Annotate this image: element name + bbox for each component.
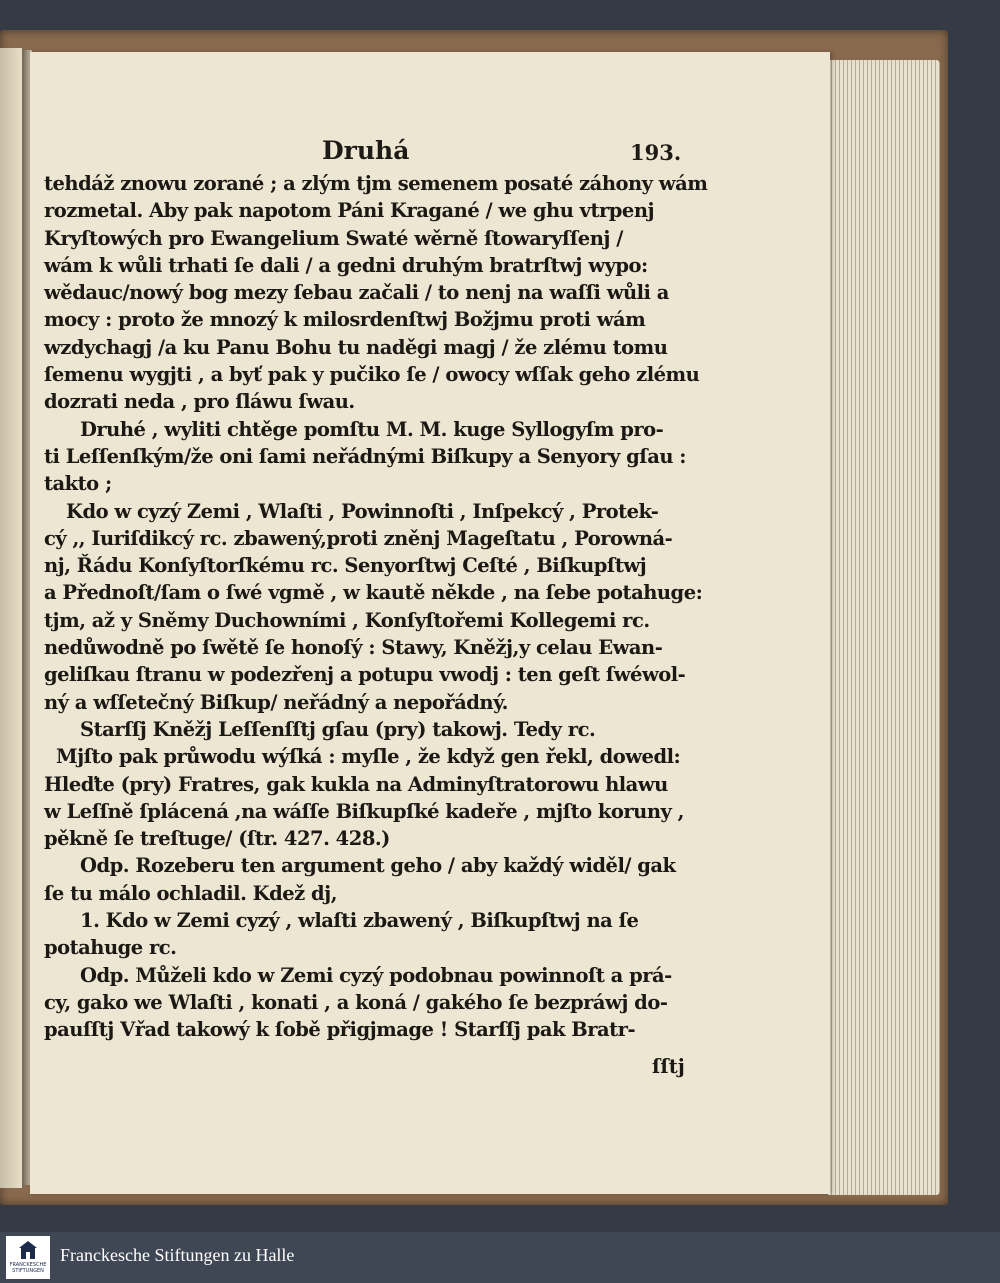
text-line: ſe tu málo ochladil. Kdež dj, xyxy=(44,881,337,905)
text-line: tjm, až y Sněmy Duchowními , Konſyſtořemi Kollegemi rc. xyxy=(44,608,650,632)
text-line: Kryſtowých pro Ewangelium Swaté wěrně ſtowaryſſenj / xyxy=(44,226,623,250)
catchword: ſſtj xyxy=(652,1055,685,1078)
text-line: Mjſto pak průwodu wýſká : myſle , že když gen řekl, dowedl: xyxy=(56,745,681,769)
text-line: a Přednoſt/ſam o ſwé vgmě , w kautě někde , na ſebe potahuge: xyxy=(44,581,703,605)
page-number: 193. xyxy=(630,140,682,165)
text-line: Kdo w cyzý Zemi , Wlaſti , Powinnoſti , Inſpekcý , Protek- xyxy=(66,499,659,523)
text-line: Druhé , wyliti chtěge pomſtu M. M. kuge Syllogyſm pro- xyxy=(80,417,664,441)
text-line: takto ; xyxy=(44,472,112,496)
page-edges xyxy=(828,60,940,1195)
institution-logo xyxy=(6,1236,50,1279)
logo-text-line1: FRANCKESCHE xyxy=(9,1262,47,1268)
text-line: w Leſſně ſplácená ,na wáſſe Biſkupſké kadeře , mjſto koruny , xyxy=(44,799,684,823)
left-page-edge xyxy=(0,48,23,1188)
footer-bar xyxy=(0,1232,1000,1283)
text-line: Starſſj Kněžj Leſſenſſtj gſau (pry) takowj. Tedy rc. xyxy=(80,717,596,741)
text-line: wzdychagj /a ku Panu Bohu tu naděgi magj / že zlému tomu xyxy=(44,335,668,359)
building-icon xyxy=(18,1239,38,1261)
text-line: Odp. Můželi kdo w Zemi cyzý podobnau powinnoſt a prá- xyxy=(80,963,672,987)
logo-text xyxy=(6,1262,50,1274)
text-line: rozmetal. Aby pak napotom Páni Kragané / we ghu vtrpenj xyxy=(44,199,655,223)
text-line: ti Leſſenſkým/že oni ſami neřádnými Biſkupy a Senyory gſau : xyxy=(44,444,686,468)
book-page xyxy=(30,52,830,1194)
text-line: nedůwodně po ſwětě ſe honoſý : Stawy, Kněžj,y celau Ewan- xyxy=(44,636,663,660)
text-line: ný a wſſetečný Biſkup/ neřádný a nepořádný. xyxy=(44,690,508,714)
text-line: Hleďte (pry) Fratres, gak kukla na Adminyſtratorowu hlawu xyxy=(44,772,668,796)
text-line: nj, Řádu Konſyſtorſkému rc. Senyorſtwj Ceſté , Biſkupſtwj xyxy=(44,554,647,578)
text-line: pěkně ſe treſtuge/ (ſtr. 427. 428.) xyxy=(44,827,390,851)
text-line: ſemenu wygjti , a byť pak y pučiko ſe / owocy wſſak geho zlému xyxy=(44,363,700,387)
body-text xyxy=(44,170,716,1044)
text-line: dozrati neda , pro ſláwu ſwau. xyxy=(44,390,355,414)
text-line: pauſſtj Vřad takowý k ſobě přigjmage ! Starſſj pak Bratr- xyxy=(44,1018,636,1042)
text-line: cý ,, Iuriſdikcý rc. zbawený,proti zněnj Mageſtatu , Porowná- xyxy=(44,526,673,550)
text-line: Odp. Rozeberu ten argument geho / aby každý widěl/ gak xyxy=(80,854,676,878)
text-line: wám k wůli trhati ſe dali / a gedni druhým bratrſtwj wypo: xyxy=(44,253,648,277)
logo-text-line2: STIFTUNGEN xyxy=(12,1268,44,1274)
text-line: geliſkau ſtranu w podezřenj a potupu vwodj : ten geſt ſwéwol- xyxy=(44,663,686,687)
text-line: tehdáž znowu zorané ; a zlým tjm semenem posaté záhony wám xyxy=(44,172,708,195)
running-title: Druhá xyxy=(322,136,410,165)
text-line: wědauc/nowý bog mezy ſebau začali / to nenj na waſſi wůli a xyxy=(44,281,669,305)
text-line: mocy : proto že mnozý k milosrdenſtwj Božjmu proti wám xyxy=(44,308,646,332)
text-line: cy, gako we Wlaſti , konati , a koná / gakého ſe bezpráwj do- xyxy=(44,990,668,1014)
text-line: 1. Kdo w Zemi cyzý , wlaſti zbawený , Biſkupſtwj na ſe xyxy=(80,909,639,933)
page-header xyxy=(30,136,830,172)
institution-name: Franckesche Stiftungen zu Halle xyxy=(60,1245,295,1265)
text-line: potahuge rc. xyxy=(44,936,177,960)
